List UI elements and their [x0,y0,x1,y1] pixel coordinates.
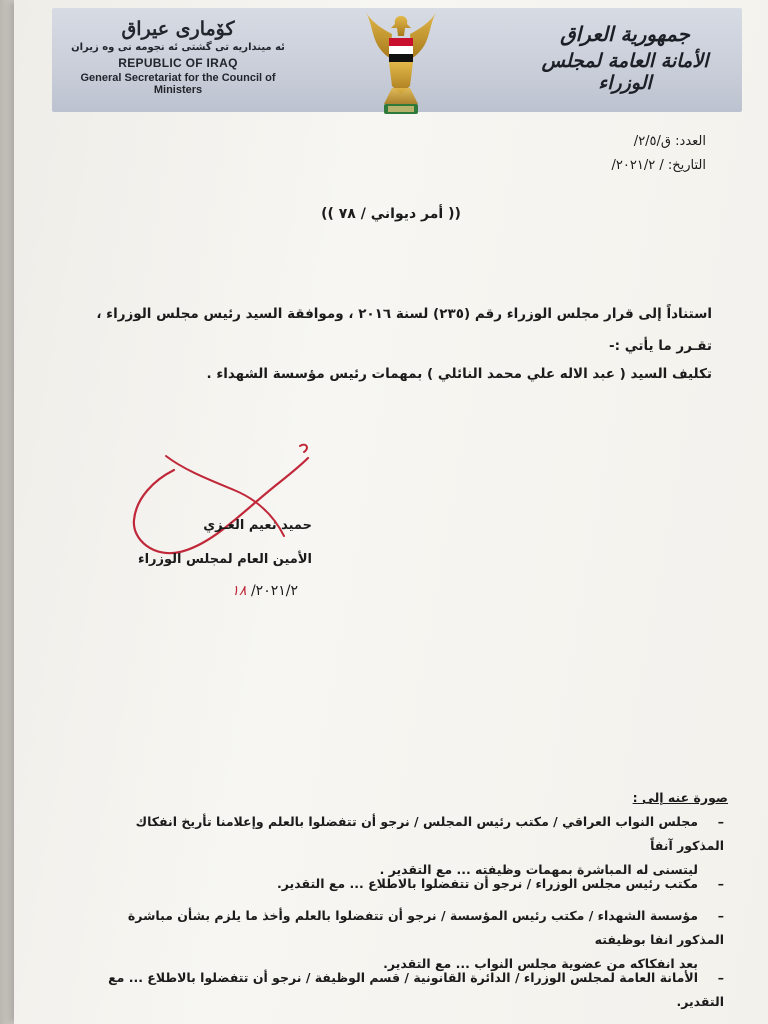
signature-date-printed: ٢٠٢١/٢/ [250,583,298,599]
cc-item-2 [104,872,724,896]
cc-heading: صورة عنه إلى : [632,790,728,805]
arabic-title: جمهورية العراق [560,22,690,46]
iraq-eagle-emblem-icon [362,6,440,134]
letterhead-left-block [68,18,288,108]
order-title: (( أمر ديواني / ٧٨ )) [321,206,461,222]
document-date-label: التاريخ: [667,158,706,173]
signature-date-handwritten: ١٨ [231,583,247,599]
page-edge-shadow [0,0,14,1024]
signatory-title: الأمين العام لمجلس الوزراء [137,552,312,567]
cc-dash: – [717,876,724,891]
document-number-value: ق/٢/٥/ [633,134,672,149]
document-number-label: العدد: [675,134,706,149]
document-date [612,158,706,173]
cc-item-3-line-1: مؤسسة الشهداء / مكتب رئيس المؤسسة / نرجو أن تتفضلوا بالعلم وأخذ ما يلزم بشأن مباشرة المذكور انفا بوظيفته [127,908,724,947]
cc-item-4-line-1: الأمانة العامة لمجلس الوزراء / الدائرة القانونية / قسم الوظيفة / نرجو أن تتفضلوا بالاطلاع ... مع التقدير. [108,970,724,1009]
body-line-1: استناداً إلى قرار مجلس الوزراء رقم (٢٣٥) لسنة ٢٠١٦ ، وموافقة السيد رئيس مجلس الوزراء ، [96,306,712,322]
document-number [634,134,706,149]
body-line-3: تكليف السيد ( عبد الاله علي محمد النائلي ) بمهمات رئيس مؤسسة الشهداء . [206,366,712,382]
body-line-2: تقـرر ما يأتي :- [609,338,712,354]
english-title: REPUBLIC OF IRAQ [118,56,238,70]
signature-date [231,583,298,599]
cc-item-3-line-2: بعد انفكاكه من عضوية مجلس النواب ... مع التقدير. [383,956,698,971]
english-subtitle: General Secretariat for the Council of Ministers [80,72,276,96]
document-date-value: / ٢٠٢١/٢/ [611,158,664,173]
cc-item-4 [104,966,724,1014]
cc-dash: – [717,908,724,923]
cc-item-2-line-1: مكتب رئيس مجلس الوزراء / نرجو أن تتفضلوا بالاطلاع ... مع التقدير. [277,876,698,891]
cc-dash: – [717,970,724,985]
kurdish-subtitle: ئه مینداریه تی گشتی ئه نجومه نی وه زیران [71,42,285,53]
cc-item-1-line-2: ليتسنى له المباشرة بمهمات وظيفته ... مع التقدير . [379,862,698,877]
arabic-subtitle: الأمانة العامة لمجلس الوزراء [541,50,709,94]
letterhead-right-block [520,22,730,106]
signatory-name: حميد نعيم الغـزي [203,518,312,533]
handwritten-signature [114,440,324,570]
cc-item-1-line-1: مجلس النواب العراقي / مكتب رئيس المجلس / نرجو أن تتفضلوا بالعلم وإعلامنا تأريخ انفكاك المذكور آنفاً [135,814,724,853]
document-page [14,0,768,1024]
kurdish-title: كۆماری عیراق [121,18,235,40]
cc-dash: – [717,814,724,829]
